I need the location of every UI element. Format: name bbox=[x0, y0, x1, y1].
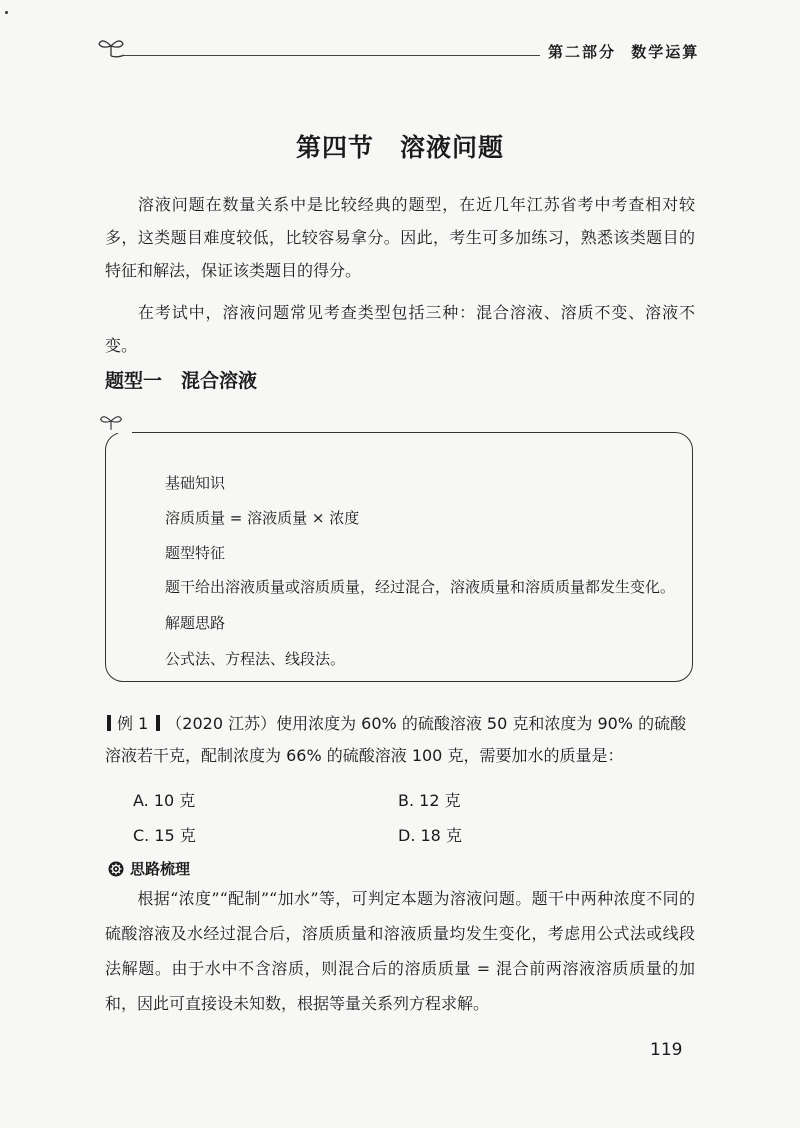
method-heading: 解题思路 bbox=[165, 614, 226, 632]
analysis-text: 根据“浓度”“配制”“加水”等，可判定本题为溶液问题。题干中两种浓度不同的硫酸溶液及水经过混合后，溶质质量和溶液质量均发生变化，考虑用公式法或线段法解题。由于水中不含溶质，则混合后的溶质质量 = 混合前两溶液溶质质量的加和，因此可直接设未知数，根据等量关系列方程求解。 bbox=[105, 889, 695, 1013]
example-label: 例 1 bbox=[117, 714, 149, 733]
feature-text: 题干给出溶液质量或溶质质量，经过混合，溶液质量和溶质质量都发生变化。 bbox=[165, 578, 676, 596]
intro-paragraph-1 bbox=[105, 188, 695, 287]
scan-speck bbox=[5, 11, 8, 14]
formula: 溶质质量 = 溶液质量 × 浓度 bbox=[165, 509, 360, 527]
sprout-icon bbox=[98, 412, 124, 432]
header-section-label: 第二部分 数学运算 bbox=[548, 43, 700, 61]
example-bar-left bbox=[107, 715, 111, 731]
type-title: 题型一 混合溶液 bbox=[105, 370, 258, 392]
section-title: 第四节 溶液问题 bbox=[295, 133, 504, 162]
feature-heading: 题型特征 bbox=[165, 544, 226, 562]
page-number: 119 bbox=[650, 1040, 683, 1060]
example-text: （2020 江苏）使用浓度为 60% 的硫酸溶液 50 克和浓度为 90% 的硫酸溶液若干克，配制浓度为 66% 的硫酸溶液 100 克，需要加水的质量是： bbox=[105, 714, 687, 765]
analysis-heading-text: 思路梳理 bbox=[130, 860, 191, 878]
option-b: B. 12 克 bbox=[398, 791, 461, 810]
basic-knowledge-heading: 基础知识 bbox=[165, 474, 226, 492]
intro-paragraph-2 bbox=[105, 296, 695, 362]
header-rule bbox=[122, 55, 540, 56]
intro-paragraph-1-text: 溶液问题在数量关系中是比较经典的题型，在近几年江苏省考中考查相对较多，这类题目难度较低，比较容易拿分。因此，考生可多加练习，熟悉该类题目的特征和解法，保证该类题目的得分。 bbox=[105, 195, 695, 280]
analysis-paragraph bbox=[105, 881, 695, 1021]
example-bar-right bbox=[156, 715, 160, 731]
intro-paragraph-2-text: 在考试中，溶液问题常见考查类型包括三种：混合溶液、溶质不变、溶液不变。 bbox=[105, 303, 695, 355]
option-c: C. 15 克 bbox=[133, 826, 196, 845]
example-question bbox=[105, 708, 695, 772]
gear-icon bbox=[108, 861, 124, 877]
analysis-heading bbox=[108, 858, 190, 879]
method-text: 公式法、方程法、线段法。 bbox=[165, 650, 346, 668]
option-a: A. 10 克 bbox=[133, 791, 196, 810]
option-d: D. 18 克 bbox=[398, 826, 462, 845]
